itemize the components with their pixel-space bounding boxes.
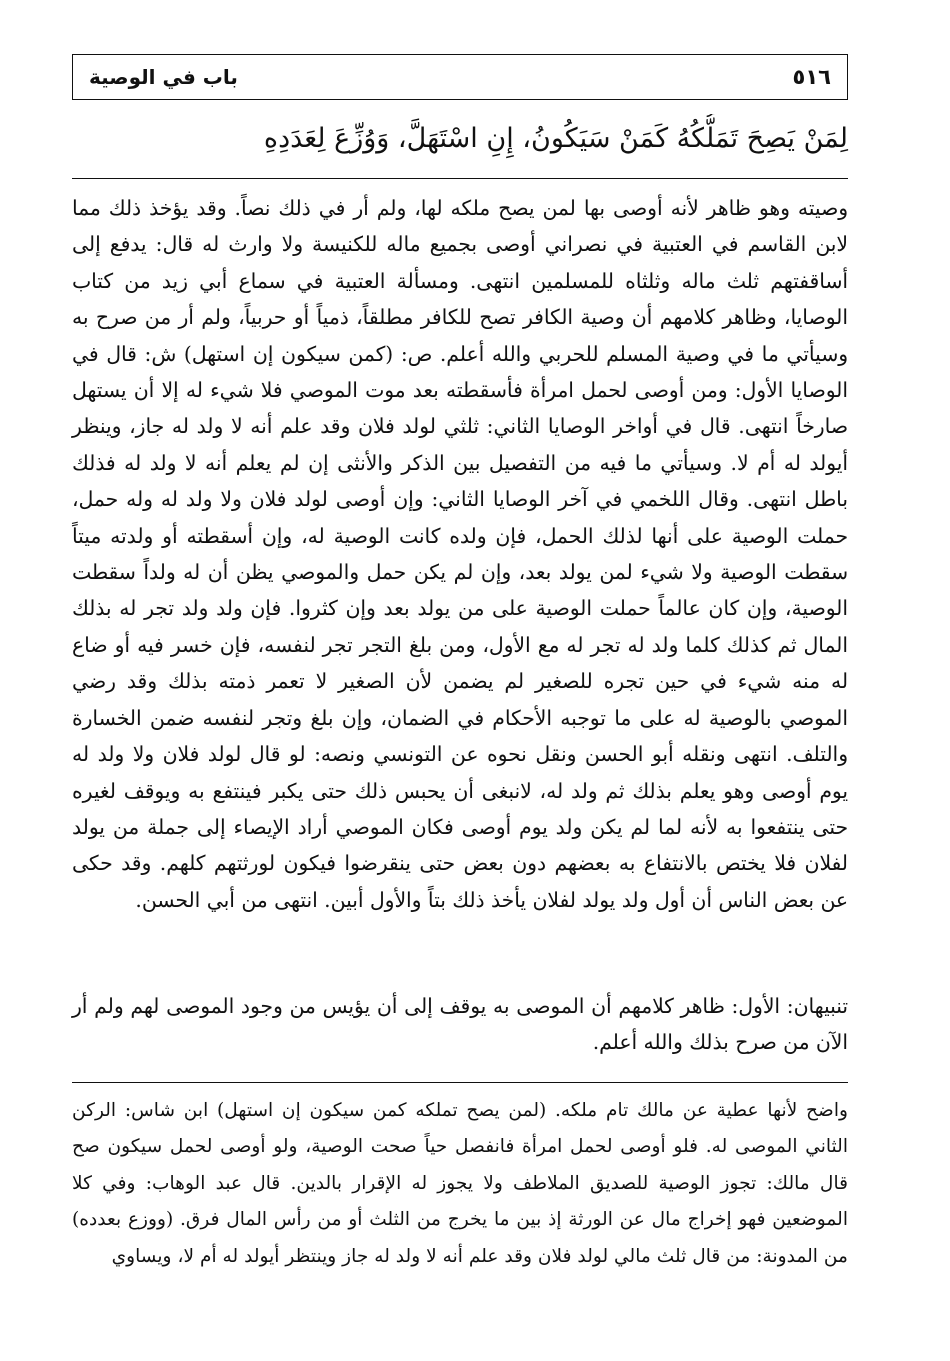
commentary-paragraph: وصيته وهو ظاهر لأنه أوصى بها لمن يصح ملكه لها، ولم أر في ذلك نصاً. وقد يؤخذ ذلك مما لابن القاسم في العتبية في نصراني أوصى بجميع ماله للكنيسة ولا وارث له قال: يدفع إلى أساقفتهم ثلث ماله وثلثاه للمسلمين انتهى. ومسألة العتبية في سماع أبي زيد من كتاب الوصايا، وظاهر كلامهم أن وصية الكافر تصح للكافر مطلقاً، ذمياً أو حربياً، ولم أر من صرح به وسيأتي ما في وصية المسلم للحربي والله أعلم. ص: (كمن سيكون إن استهل) ش: قال في الوصايا الأول: ومن أوصى لحمل امرأة فأسقطته بعد موت الموصي فلا شيء له إلا أن يستهل صارخاً انتهى. قال في أواخر الوصايا الثاني: ثلثي لولد فلان وقد علم أنه لا ولد له جاز، وينظر أيولد له أم لا. وسيأتي ما فيه من التفصيل بين الذكر والأنثى إن لم يعلم أنه لا ولد له فذلك باطل انتهى. وقال اللخمي في آخر الوصايا الثاني: وإن أوصى لولد فلان ولا ولد له وله حمل، حملت الوصية على أنها لذلك الحمل، فإن ولده كانت الوصية له، وإن أسقطته أو ولدته ميتاً سقطت الوصية ولا شيء لمن يولد بعد، وإن لم يكن حمل والموصي يظن أن له ولداً سقطت الوصية، وإن كان عالماً حملت الوصية على من يولد بعد وإن كثروا. فإن ولد ولد تجر له بذلك المال ثم كذلك كلما ولد له تجر له مع الأول، ومن بلغ التجر تجر لنفسه، فإن خسر فيه أو ضاع له منه شيء في حين تجره للصغير لم يضمن لأن الصغير لا تعمر ذمته بذلك وقد رضي الموصي بالوصية له على ما توجبه الأحكام في الضمان، وإن بلغ وتجر لنفسه ضمن الخسارة والتلف. انتهى ونقله أبو الحسن ونقل نحوه عن التونسي ونصه: لو قال لولد فلان ولا ولد له يوم أوصى وهو يعلم بذلك ثم ولد له، لانبغى أن يحبس ذلك حتى يكبر فينتفع به ويوقف لغيره حتى ينتفعوا به لأنه لما لم يكن ولد يوم أوصى فكان الموصي أراد الإيصاء إلى جملة من يولد لفلان فلا يختص بالانتفاع به بعضهم دون بعض حتى ينقرضوا فيكون لورثتهم كلهم. وقد حكى عن بعض الناس أن أول ولد يولد لفلان يأخذ ذلك بتاً والأول أبين. انتهى من أبي الحسن. bbox=[72, 196, 848, 912]
page-header bbox=[72, 54, 848, 100]
matn-text: لِمَنْ يَصِحَ تَمَلُّكُهُ كَمَنْ سَيَكُونُ، إِنِ اسْتَهَلَّ، وَوُزِّعَ لِعَدَدِهِ bbox=[263, 123, 848, 154]
commentary-section bbox=[72, 190, 848, 918]
running-title: باب في الوصية bbox=[89, 65, 238, 89]
page-number: ٥١٦ bbox=[792, 65, 831, 89]
footnote-divider bbox=[72, 1082, 848, 1083]
footnote-paragraph: واضح لأنها عطية عن مالك تام ملكه. (لمن يصح تملكه كمن سيكون إن استهل) ابن شاس: الركن الثاني الموصى له. فلو أوصى لحمل امرأة فانفصل حياً صحت الوصية، ولو أوصى لحمل سيكون صح قال مالك: تجوز الوصية للصديق الملاطف ولا يجوز له الإقرار بالدين. قال عبد الوهاب: وفي كلا الموضعين فهو إخراج مال عن الورثة إذ بين ما يخرج من الثلث أو من رأس المال فرق. (ووزع بعدده) من المدونة: من قال ثلث مالي لولد فلان وقد علم أنه لا ولد له جاز وينتظر أيولد له أم لا، ويساوي bbox=[72, 1100, 848, 1267]
matn-divider bbox=[72, 178, 848, 179]
tanbih-paragraph: تنبيهان: الأول: ظاهر كلامهم أن الموصى به يوقف إلى أن يؤيس من وجود الموصى لهم ولم أر الآن من صرح بذلك والله أعلم. bbox=[72, 994, 848, 1055]
